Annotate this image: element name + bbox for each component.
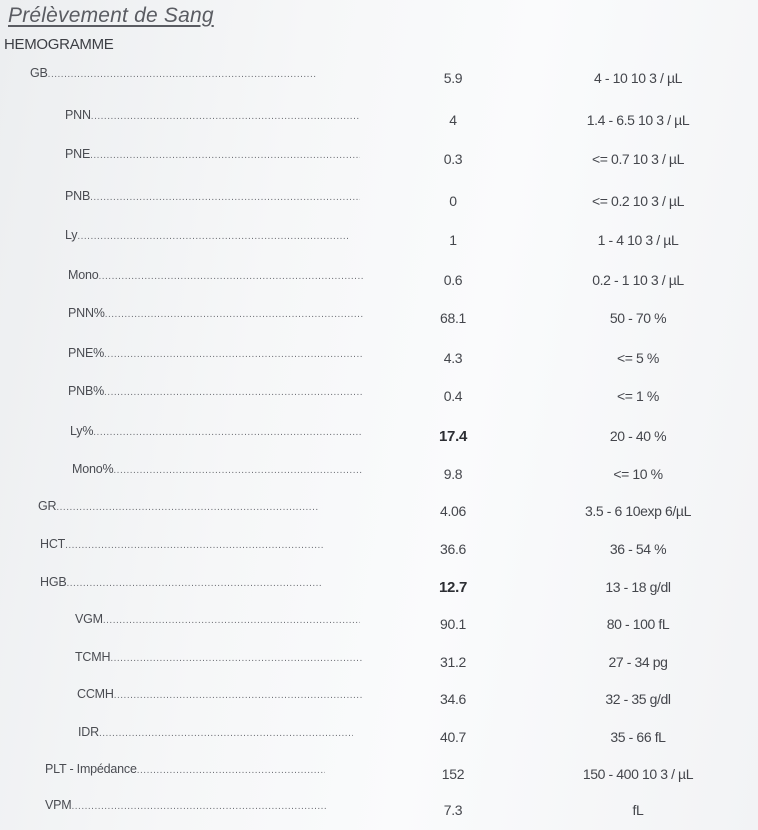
reference-range: 32 - 35 g/dl — [605, 691, 671, 707]
reference-range: 13 - 18 g/dl — [605, 579, 671, 595]
table-row — [0, 306, 758, 336]
test-value: 0.3 — [443, 151, 463, 167]
reference-range: 27 - 34 pg — [608, 654, 668, 670]
table-row — [0, 384, 758, 414]
test-label: IDR ..... — [78, 725, 353, 739]
table-row — [0, 612, 758, 642]
reference-range: 20 - 40 % — [609, 428, 667, 444]
table-row — [0, 650, 758, 680]
test-label: VGM ..... — [75, 612, 360, 626]
test-value: 0.6 — [443, 272, 463, 288]
test-value: 36.6 — [439, 541, 467, 557]
table-row — [0, 268, 758, 298]
test-label: HCT ..... — [40, 537, 323, 551]
table-row — [0, 725, 758, 755]
test-label: TCMH ..... — [75, 650, 362, 664]
table-row — [0, 108, 758, 138]
test-label: Ly% ..... — [70, 424, 363, 438]
table-row — [0, 462, 758, 492]
reference-range: 35 - 66 fL — [610, 729, 666, 745]
section-heading: HEMOGRAMME — [4, 36, 114, 53]
table-row — [0, 228, 758, 258]
reference-range: 150 - 400 10 3 / µL — [582, 766, 694, 782]
test-value: 4.06 — [439, 503, 467, 519]
test-label: PLT - Impédance ..... — [45, 762, 325, 776]
table-row — [0, 424, 758, 454]
table-row — [0, 66, 758, 96]
test-value: 17.4 — [439, 428, 467, 445]
test-value: 5.9 — [443, 70, 463, 86]
test-label: Mono% ..... — [72, 462, 362, 476]
test-label: HGB ..... — [40, 575, 323, 589]
reference-range: <= 5 % — [617, 350, 659, 366]
test-value: 12.7 — [439, 579, 467, 596]
test-value: 0 — [449, 193, 457, 209]
table-row — [0, 499, 758, 529]
reference-range: <= 0.7 10 3 / µL — [592, 151, 684, 167]
test-value: 4.3 — [443, 350, 463, 366]
test-label: Ly ..... — [65, 228, 348, 242]
table-row — [0, 798, 758, 828]
reference-range: 1.4 - 6.5 10 3 / µL — [586, 112, 690, 128]
test-label: PNN ..... — [65, 108, 360, 122]
test-value: 68.1 — [439, 310, 467, 326]
reference-range: 3.5 - 6 10exp 6/µL — [585, 503, 691, 519]
test-value: 4 — [449, 112, 457, 128]
table-row — [0, 346, 758, 376]
table-row — [0, 537, 758, 567]
test-label: Mono ..... — [68, 268, 363, 282]
reference-range: 4 - 10 10 3 / µL — [593, 70, 683, 86]
reference-range: 80 - 100 fL — [606, 616, 670, 632]
test-value: 1 — [449, 232, 457, 248]
reference-range: 1 - 4 10 3 / µL — [597, 232, 679, 248]
test-label: PNB% ..... — [68, 384, 363, 398]
test-label: PNN% ..... — [68, 306, 363, 320]
test-value: 0.4 — [443, 388, 463, 404]
table-row — [0, 575, 758, 605]
test-label: PNB ..... — [65, 189, 360, 203]
page-title: Prélèvement de Sang — [8, 4, 214, 27]
reference-range: <= 1 % — [617, 388, 659, 404]
table-row — [0, 189, 758, 219]
test-value: 34.6 — [439, 691, 467, 707]
test-value: 152 — [441, 766, 465, 782]
test-label: PNE ..... — [65, 147, 360, 161]
test-value: 90.1 — [439, 616, 467, 632]
table-row — [0, 687, 758, 717]
reference-range: <= 10 % — [613, 466, 663, 482]
reference-range: <= 0.2 10 3 / µL — [592, 193, 684, 209]
reference-range: 36 - 54 % — [609, 541, 667, 557]
table-row — [0, 762, 758, 792]
test-label: PNE% ..... — [68, 346, 363, 360]
test-label: GR ..... — [38, 499, 318, 513]
test-label: CCMH ..... — [77, 687, 362, 701]
reference-range: 50 - 70 % — [609, 310, 667, 326]
test-value: 31.2 — [439, 654, 467, 670]
test-label: VPM ..... — [45, 798, 328, 812]
reference-range: fL — [632, 802, 644, 818]
reference-range: 0.2 - 1 10 3 / µL — [592, 272, 684, 288]
test-label: GB ..... — [30, 66, 316, 80]
test-value: 7.3 — [443, 802, 463, 818]
table-row — [0, 147, 758, 177]
test-value: 40.7 — [439, 729, 467, 745]
test-value: 9.8 — [443, 466, 463, 482]
